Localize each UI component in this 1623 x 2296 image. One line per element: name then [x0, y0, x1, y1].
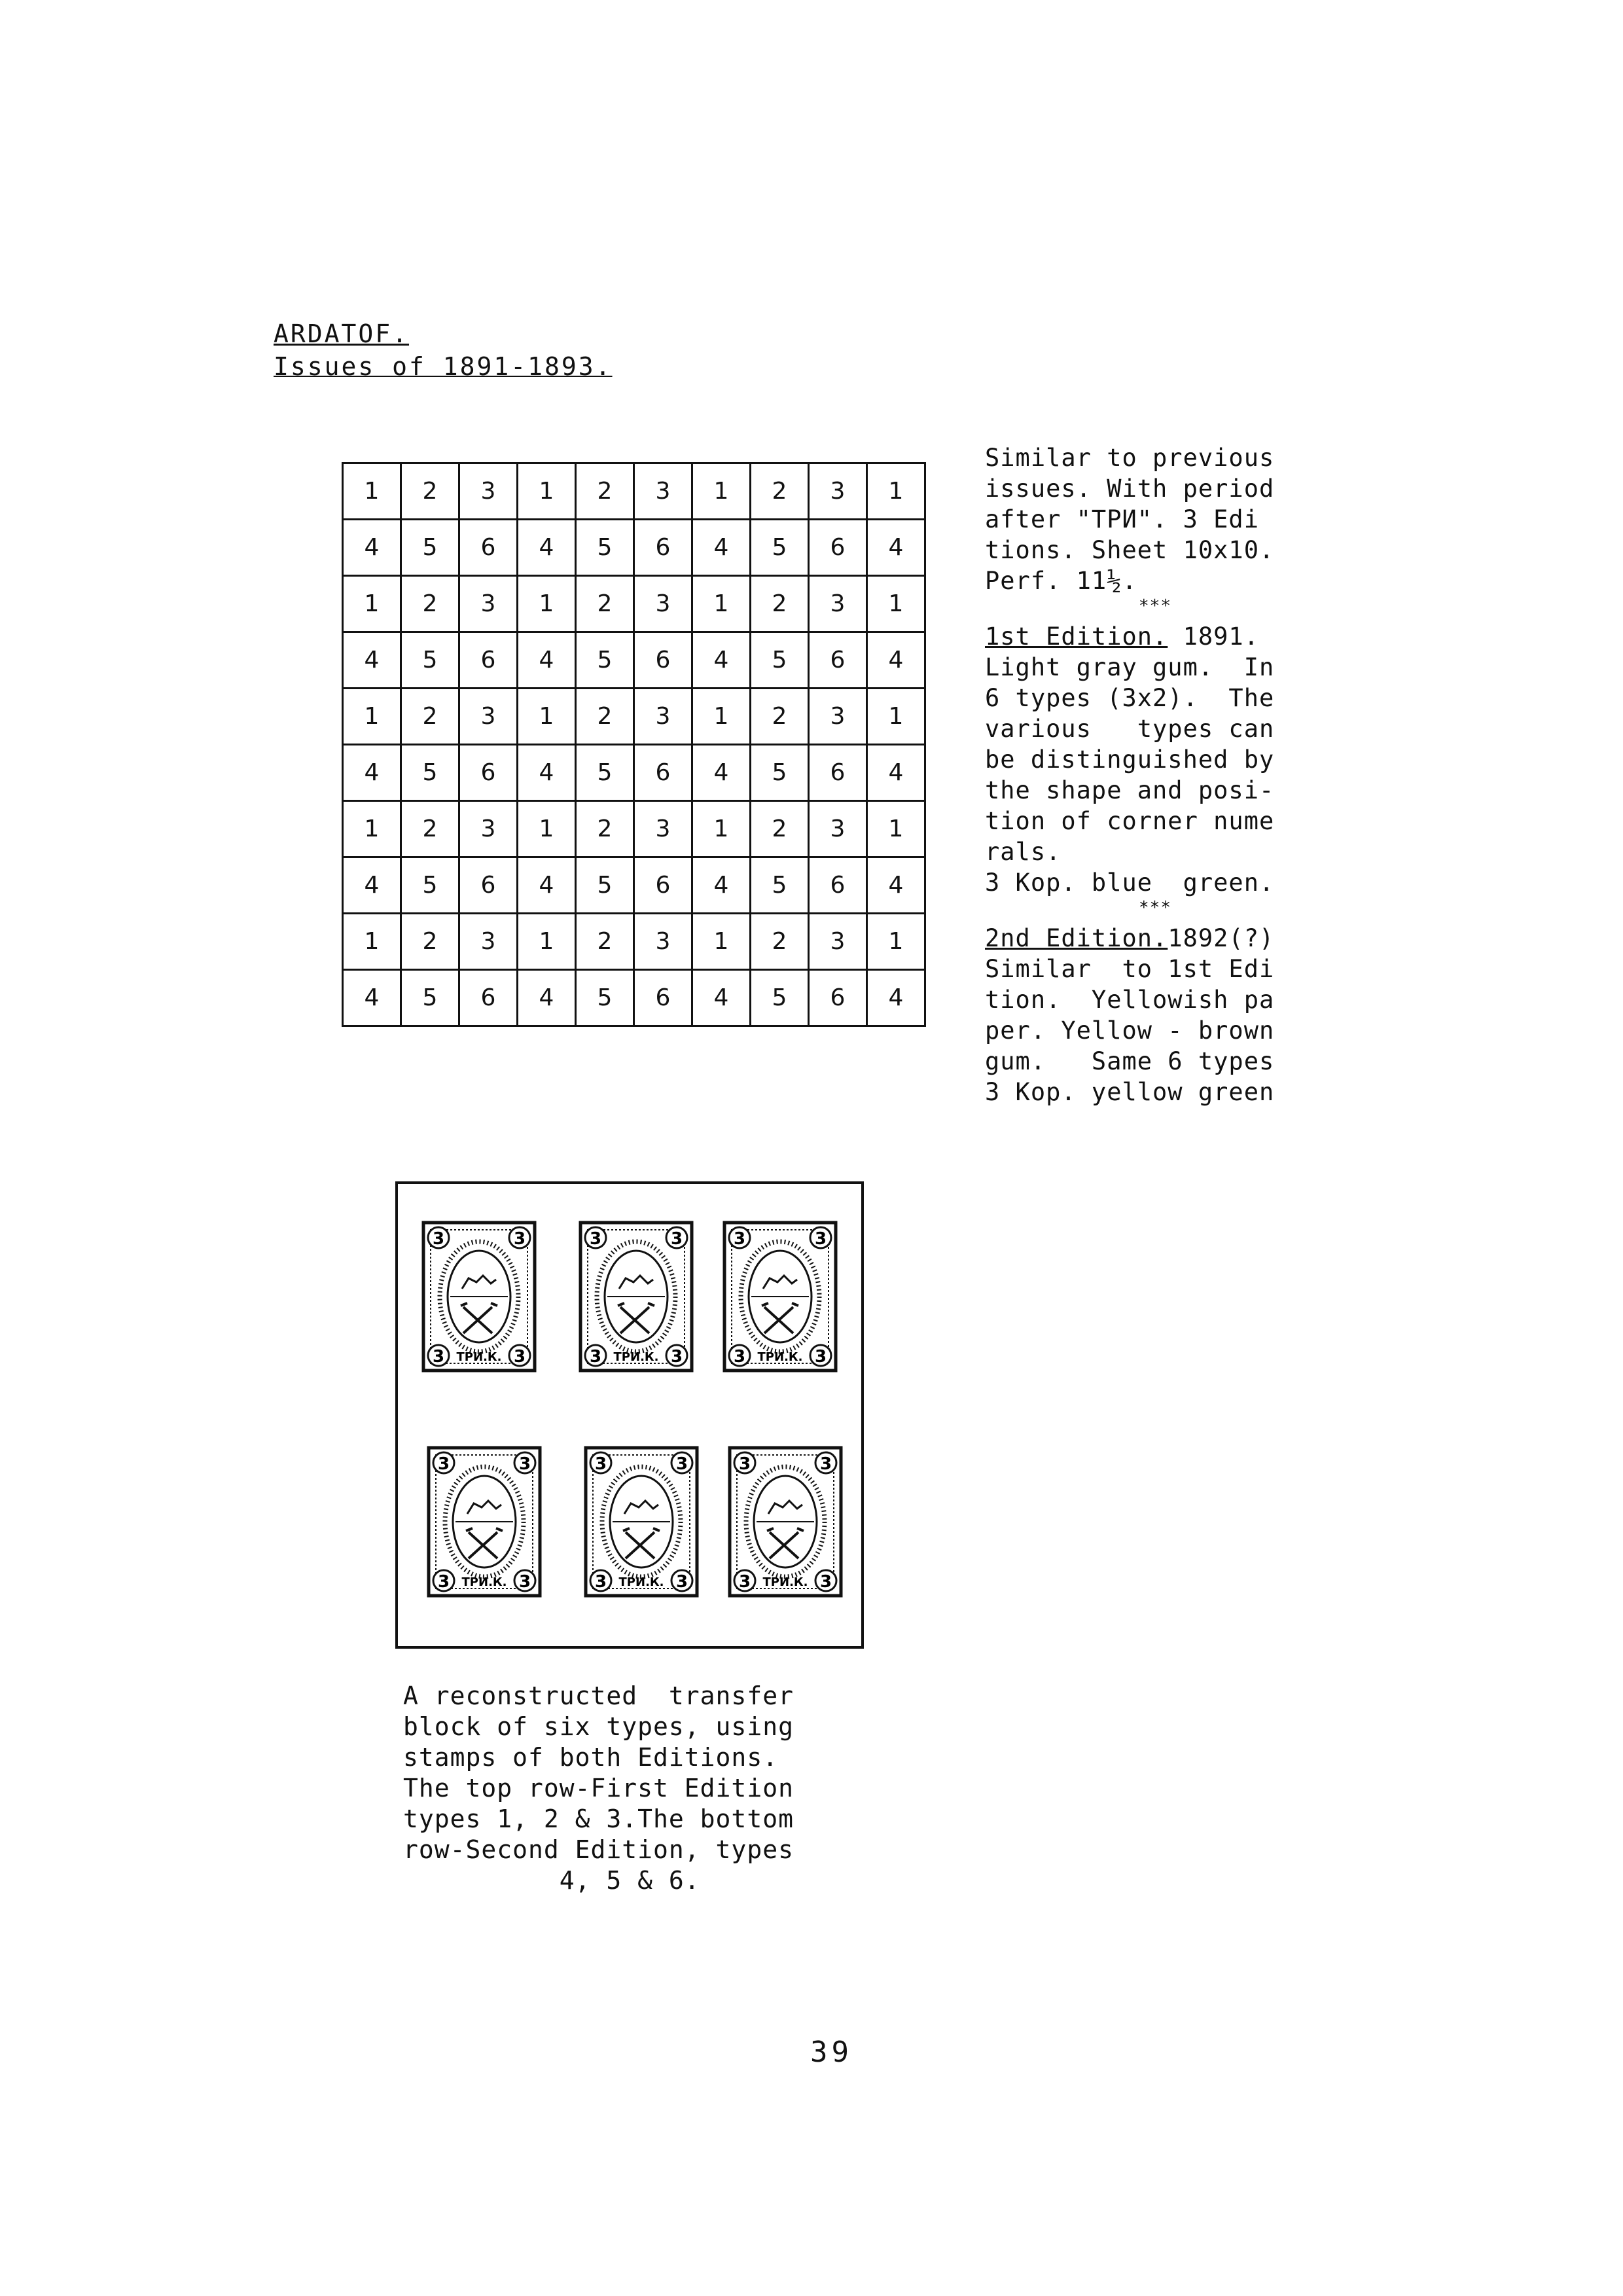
grid-cell: 2 — [401, 576, 459, 632]
stamp-value: 3 — [437, 1454, 450, 1474]
grid-cell: 5 — [576, 857, 634, 914]
stamp-value: 3 — [819, 1572, 832, 1592]
grid-cell: 3 — [809, 576, 867, 632]
grid-cell: 4 — [692, 857, 751, 914]
grid-cell: 5 — [751, 857, 809, 914]
grid-cell: 4 — [692, 520, 751, 576]
grid-cell: 2 — [401, 463, 459, 520]
grid-cell: 1 — [518, 576, 576, 632]
grid-cell: 1 — [867, 576, 925, 632]
grid-cell: 5 — [751, 745, 809, 801]
stamp-type-5 — [584, 1446, 699, 1598]
stamp-value: 3 — [675, 1454, 688, 1474]
stamp-value: 3 — [819, 1454, 832, 1474]
figure-caption — [403, 1681, 874, 1896]
intro-line: issues. With period — [985, 475, 1275, 503]
grid-cell: 3 — [809, 463, 867, 520]
grid-cell: 2 — [576, 801, 634, 857]
grid-cell: 4 — [343, 745, 401, 801]
second-edition-year: 1892(?) — [1168, 924, 1275, 952]
grid-cell: 4 — [343, 857, 401, 914]
grid-cell: 6 — [809, 520, 867, 576]
grid-cell: 6 — [634, 520, 692, 576]
grid-cell: 1 — [518, 689, 576, 745]
grid-cell: 3 — [634, 463, 692, 520]
grid-cell: 6 — [459, 970, 518, 1026]
grid-row — [343, 801, 925, 857]
intro-line: tions. Sheet 10x10. — [985, 536, 1275, 564]
grid-cell: 4 — [518, 520, 576, 576]
second-edition-line: gum. Same 6 types — [985, 1047, 1275, 1075]
separator-2: *** — [1139, 898, 1171, 918]
stamp-inscription: ТРИ.К. — [456, 1350, 502, 1364]
grid-cell: 4 — [867, 970, 925, 1026]
caption-line: types 1, 2 & 3.The bottom — [403, 1804, 794, 1833]
grid-cell: 4 — [692, 745, 751, 801]
grid-cell: 4 — [518, 632, 576, 689]
stamp-value: 3 — [437, 1572, 450, 1592]
grid-row — [343, 520, 925, 576]
grid-cell: 2 — [751, 463, 809, 520]
grid-cell: 5 — [751, 520, 809, 576]
grid-cell: 3 — [809, 914, 867, 970]
caption-line: stamps of both Editions. — [403, 1743, 779, 1772]
grid-cell: 3 — [634, 914, 692, 970]
grid-cell: 3 — [459, 914, 518, 970]
grid-cell: 1 — [343, 463, 401, 520]
grid-cell: 1 — [343, 801, 401, 857]
stamp-value: 3 — [814, 1229, 827, 1249]
grid-cell: 3 — [809, 801, 867, 857]
grid-cell: 1 — [867, 689, 925, 745]
grid-cell: 2 — [751, 914, 809, 970]
second-edition-text — [985, 954, 1351, 1107]
stamp-type-2 — [579, 1221, 694, 1372]
stamp-value: 3 — [518, 1572, 531, 1592]
grid-cell: 2 — [401, 801, 459, 857]
stamp-value: 3 — [733, 1229, 746, 1249]
grid-row — [343, 970, 925, 1026]
stamp-value: 3 — [738, 1572, 751, 1592]
grid-row — [343, 914, 925, 970]
sheet-type-grid — [342, 462, 926, 1027]
grid-row — [343, 576, 925, 632]
first-edition-line: 6 types (3x2). The — [985, 684, 1275, 712]
grid-cell: 5 — [751, 970, 809, 1026]
stamp-type-3 — [722, 1221, 838, 1372]
grid-row — [343, 689, 925, 745]
second-edition-line: 3 Kop. yellow green — [985, 1078, 1275, 1106]
intro-line: after "ТРИ". 3 Edi — [985, 505, 1259, 533]
grid-cell: 6 — [459, 857, 518, 914]
second-edition-heading: 2nd Edition. — [985, 924, 1168, 952]
stamp-type-1 — [421, 1221, 537, 1372]
first-edition-line: be distinguished by — [985, 745, 1275, 774]
grid-cell: 4 — [343, 632, 401, 689]
grid-cell: 2 — [751, 801, 809, 857]
grid-cell: 5 — [576, 745, 634, 801]
stamp-value: 3 — [513, 1229, 526, 1249]
first-edition-line: tion of corner nume — [985, 807, 1275, 835]
grid-cell: 1 — [867, 801, 925, 857]
grid-cell: 3 — [809, 689, 867, 745]
grid-cell: 4 — [867, 632, 925, 689]
grid-cell: 2 — [576, 463, 634, 520]
grid-row — [343, 857, 925, 914]
grid-cell: 3 — [634, 801, 692, 857]
stamp-value: 3 — [518, 1454, 531, 1474]
stamp-value: 3 — [594, 1454, 607, 1474]
grid-cell: 1 — [518, 801, 576, 857]
grid-cell: 2 — [576, 914, 634, 970]
grid-cell: 1 — [692, 463, 751, 520]
description-column — [985, 442, 1351, 1107]
grid-cell: 4 — [343, 520, 401, 576]
page-number: 39 — [810, 2036, 853, 2069]
grid-cell: 1 — [692, 801, 751, 857]
grid-cell: 3 — [459, 689, 518, 745]
grid-row — [343, 745, 925, 801]
grid-cell: 6 — [809, 857, 867, 914]
first-edition-line: various types can — [985, 715, 1275, 743]
grid-cell: 4 — [343, 970, 401, 1026]
stamp-type-6 — [728, 1446, 843, 1598]
first-edition-text — [985, 652, 1351, 898]
grid-cell: 5 — [751, 632, 809, 689]
grid-cell: 5 — [401, 857, 459, 914]
first-edition-heading: 1st Edition. — [985, 622, 1168, 651]
intro-line: Similar to previous — [985, 444, 1275, 472]
grid-row — [343, 463, 925, 520]
second-edition-line: Similar to 1st Edi — [985, 955, 1275, 983]
stamp-value: 3 — [814, 1347, 827, 1367]
transfer-block-image — [395, 1181, 864, 1649]
grid-cell: 5 — [401, 632, 459, 689]
grid-cell: 3 — [459, 576, 518, 632]
stamp-type-4 — [427, 1446, 542, 1598]
grid-cell: 1 — [692, 914, 751, 970]
first-edition-line: 3 Kop. blue green. — [985, 869, 1275, 897]
page-title: ARDATOF. — [274, 319, 410, 348]
grid-cell: 5 — [576, 970, 634, 1026]
grid-cell: 5 — [576, 632, 634, 689]
grid-cell: 3 — [634, 689, 692, 745]
first-edition-line: rals. — [985, 838, 1061, 866]
grid-cell: 1 — [867, 463, 925, 520]
stamp-inscription: ТРИ.К. — [613, 1350, 659, 1364]
caption-line: block of six types, using — [403, 1712, 794, 1741]
grid-cell: 1 — [518, 463, 576, 520]
grid-cell: 1 — [692, 689, 751, 745]
page-subtitle: Issues of 1891-1893. — [274, 352, 613, 381]
stamp-value: 3 — [675, 1572, 688, 1592]
caption-line: 4, 5 & 6. — [403, 1866, 700, 1895]
grid-cell: 6 — [459, 745, 518, 801]
grid-cell: 4 — [518, 857, 576, 914]
grid-cell: 1 — [343, 689, 401, 745]
grid-cell: 5 — [401, 970, 459, 1026]
grid-cell: 1 — [692, 576, 751, 632]
grid-cell: 5 — [401, 520, 459, 576]
grid-cell: 5 — [401, 745, 459, 801]
stamp-value: 3 — [432, 1229, 445, 1249]
stamp-value: 3 — [670, 1347, 683, 1367]
second-edition-line: tion. Yellowish pa — [985, 986, 1275, 1014]
stamp-value: 3 — [670, 1229, 683, 1249]
grid-cell: 2 — [751, 689, 809, 745]
stamp-value: 3 — [594, 1572, 607, 1592]
grid-cell: 5 — [576, 520, 634, 576]
stamp-value: 3 — [738, 1454, 751, 1474]
grid-cell: 6 — [634, 745, 692, 801]
grid-cell: 4 — [518, 970, 576, 1026]
stamp-inscription: ТРИ.К. — [757, 1350, 803, 1364]
stamp-value: 3 — [589, 1229, 602, 1249]
grid-cell: 4 — [518, 745, 576, 801]
caption-line: The top row-First Edition — [403, 1774, 794, 1803]
stamp-inscription: ТРИ.К. — [762, 1575, 808, 1589]
grid-cell: 4 — [692, 632, 751, 689]
stamp-inscription: ТРИ.К. — [461, 1575, 507, 1589]
second-edition-line: per. Yellow - brown — [985, 1016, 1275, 1045]
grid-cell: 1 — [867, 914, 925, 970]
grid-cell: 6 — [809, 970, 867, 1026]
grid-cell: 4 — [867, 745, 925, 801]
grid-cell: 2 — [576, 689, 634, 745]
grid-cell: 2 — [576, 576, 634, 632]
stamp-value: 3 — [589, 1347, 602, 1367]
grid-cell: 6 — [634, 632, 692, 689]
grid-cell: 3 — [459, 801, 518, 857]
grid-cell: 4 — [867, 857, 925, 914]
grid-cell: 1 — [518, 914, 576, 970]
grid-cell: 3 — [634, 576, 692, 632]
grid-cell: 2 — [751, 576, 809, 632]
grid-cell: 2 — [401, 914, 459, 970]
stamp-value: 3 — [432, 1347, 445, 1367]
grid-cell: 6 — [809, 632, 867, 689]
grid-cell: 3 — [459, 463, 518, 520]
grid-cell: 1 — [343, 576, 401, 632]
grid-cell: 6 — [634, 857, 692, 914]
grid-cell: 6 — [634, 970, 692, 1026]
grid-cell: 2 — [401, 689, 459, 745]
first-edition-line: the shape and posi- — [985, 776, 1275, 804]
first-edition-year: 1891. — [1168, 622, 1259, 651]
first-edition-line: Light gray gum. In — [985, 653, 1275, 681]
grid-cell: 6 — [459, 632, 518, 689]
caption-line: A reconstructed transfer — [403, 1681, 794, 1710]
separator-1: *** — [1139, 596, 1171, 616]
grid-cell: 4 — [867, 520, 925, 576]
grid-cell: 6 — [809, 745, 867, 801]
grid-row — [343, 632, 925, 689]
intro-line: Perf. 11½. — [985, 567, 1137, 595]
intro-text — [985, 442, 1351, 596]
stamp-value: 3 — [513, 1347, 526, 1367]
grid-cell: 4 — [692, 970, 751, 1026]
grid-cell: 6 — [459, 520, 518, 576]
caption-line: row-Second Edition, types — [403, 1835, 794, 1864]
stamp-value: 3 — [733, 1347, 746, 1367]
grid-cell: 1 — [343, 914, 401, 970]
stamp-inscription: ТРИ.К. — [618, 1575, 664, 1589]
